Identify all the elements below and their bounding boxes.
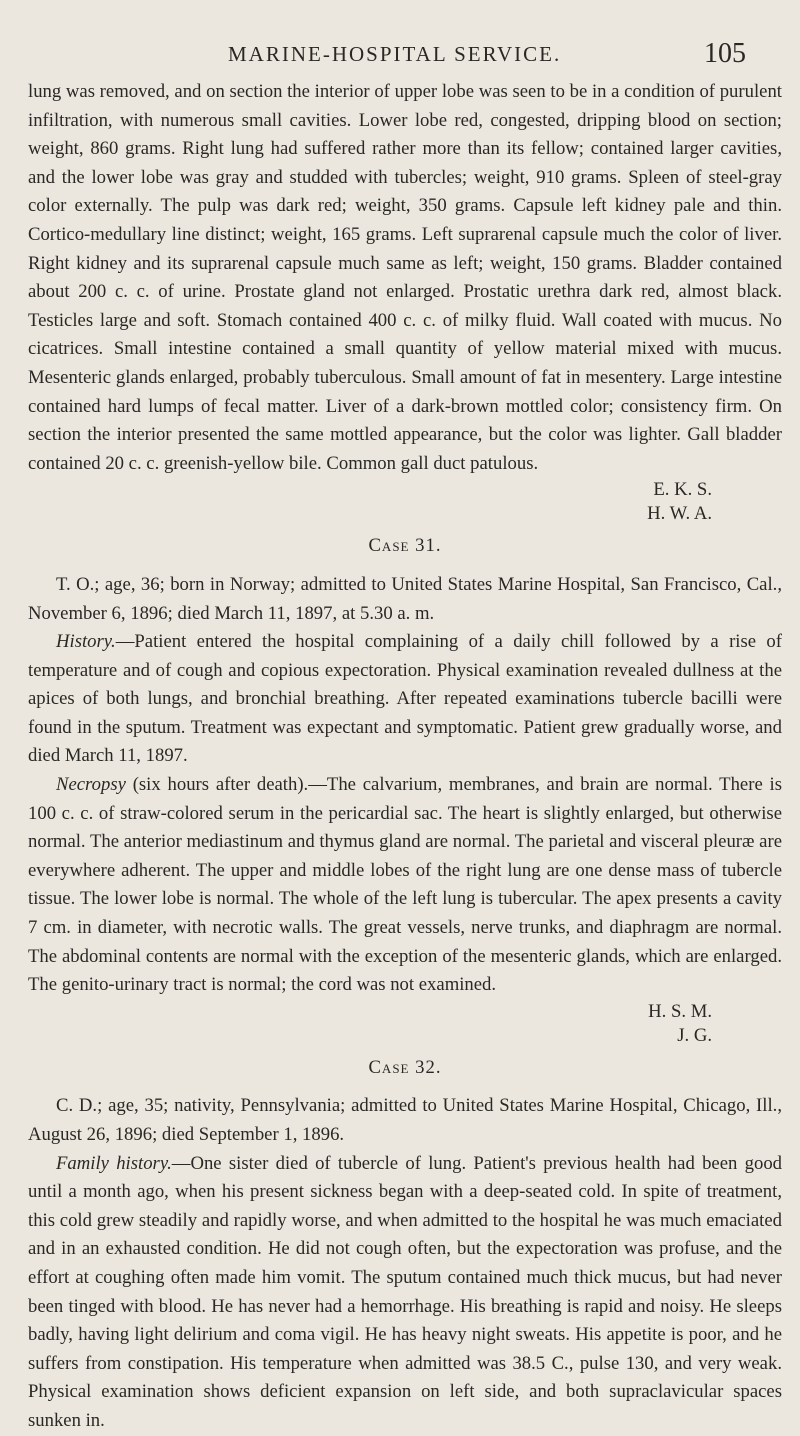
page-number: 105 <box>704 38 746 69</box>
case-32-family-history <box>28 1150 782 1436</box>
case-31-necropsy <box>28 771 782 1000</box>
case-31-intro: T. O.; age, 36; born in Norway; admitted to United States Marine Hospital, San Francisco, Cal., November 6, 1896; died March 11, 1897, at 5.30 a. m. <box>28 573 782 624</box>
signature-initials: J. G. <box>677 1024 712 1046</box>
running-title: MARINE-HOSPITAL SERVICE. <box>228 42 562 66</box>
continuation-paragraph: lung was removed, and on section the interior of upper lobe was seen to be in a condition of purulent infiltration, with numerous small cavities. Lower lobe red, congested, dripping blood on section; weight, 860 grams. Right lung had suffered rather more than its fellow; contained larger cavities, and the lower lobe was gray and studded with tubercles; weight, 910 grams. Spleen of steel-gray color externally. The pulp was dark red; weight, 350 grams. Capsule left kidney pale and thin. Cortico-medullary line distinct; weight, 165 grams. Left suprarenal capsule much the color of liver. Right kidney and its suprarenal capsule much same as left; weight, 150 grams. Bladder contained about 200 c. c. of urine. Prostate gland not enlarged. Prostatic urethra dark red, almost black. Testicles large and soft. Stomach contained 400 c. c. of milky fluid. Wall coated with mucus. No cicatrices. Small intestine contained a small quantity of yellow material mixed with mucus. Mesenteric glands enlarged, probably tuberculous. Small amount of fat in mesentery. Large intestine contained hard lumps of fecal matter. Liver of a dark-brown mottled color; consistency firm. On section the interior presented the same mottled appearance, but the color was lighter. Gall bladder contained 20 c. c. greenish-yellow bile. Common gall duct patulous. <box>28 81 782 474</box>
family-history-label: Family history. <box>56 1152 172 1174</box>
body-text <box>28 78 782 1436</box>
case-32-intro: C. D.; age, 35; nativity, Pennsylvania; admitted to United States Marine Hospital, Chicago, Ill., August 26, 1896; died September 1, 1896. <box>28 1095 782 1145</box>
history-label: History. <box>56 631 116 653</box>
signature-block-1 <box>28 478 782 526</box>
running-header <box>0 38 800 72</box>
signature-initials: H. S. M. <box>648 1000 712 1022</box>
case-31-heading: Case 31. <box>368 535 442 557</box>
necropsy-text: —The calvarium, membranes, and brain are normal. There is 100 c. c. of straw-colored serum in the pericardial sac. The heart is slightly enlarged, but otherwise normal. The anterior mediastinum and thymus gland are normal. The parietal and visceral pleuræ are everywhere adherent. The upper and middle lobes of the right lung are one dense mass of tubercle tissue. The lower lobe is normal. The whole of the left lung is tubercular. The apex presents a cavity 7 cm. in diameter, with necrotic walls. The great vessels, nerve trunks, and diaphragm are normal. The abdominal contents are normal with the exception of the mesenteric glands, which are enlarged. The genito-urinary tract is normal; the cord was not examined. <box>28 774 782 996</box>
signature-block-2 <box>28 1000 782 1048</box>
history-text: —Patient entered the hospital complaining of a daily chill followed by a rise of temperature and of cough and copious expectoration. Physical examination revealed dullness at the apices of both lungs, and bronchial breathing. After repeated examinations tubercle bacilli were found in the sputum. Treatment was expectant and symptomatic. Patient grew gradually worse, and died March 11, 1897. <box>28 631 782 767</box>
case-32-heading: Case 32. <box>368 1056 442 1078</box>
signature-initials: H. W. A. <box>647 503 712 525</box>
family-history-text: —One sister died of tubercle of lung. Patient's previous health had been good until a month ago, when his present sickness began with a deep-seated cold. In spite of treatment, this cold grew steadily and rapidly worse, and when admitted to the hospital he was much emaciated and in an exhausted condition. He did not cough often, but the expectoration was profuse, and the effort at coughing often made him vomit. The sputum contained much thick mucus, but had never been tinged with blood. He has never had a hemorrhage. His breathing is rapid and noisy. He sleeps badly, having light delirium and coma vigil. He has heavy night sweats. His appetite is poor, and he suffers from constipation. His temperature when admitted was 38.5 C., pulse 130, and very weak. Physical examination shows deficient expansion on left side, and both supraclavicular spaces sunken in. <box>28 1152 783 1431</box>
necropsy-label: Necropsy <box>56 774 126 796</box>
case-31-history <box>28 628 782 771</box>
signature-initials: E. K. S. <box>653 479 712 501</box>
necropsy-paren: (six hours after death). <box>132 774 309 796</box>
